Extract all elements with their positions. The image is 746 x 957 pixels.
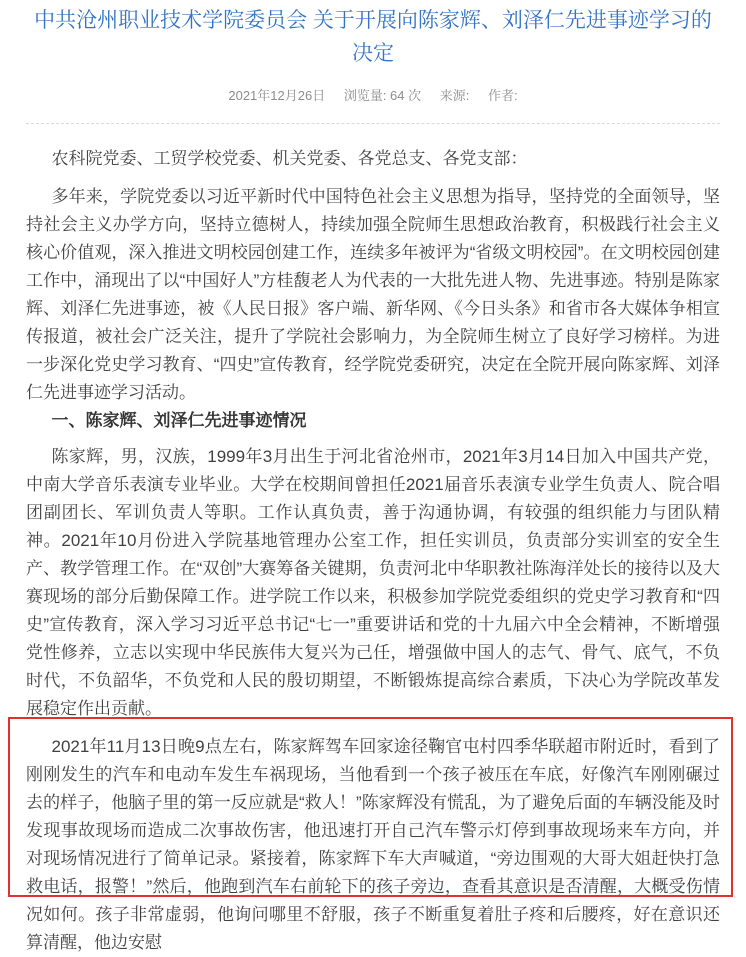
incident-paragraph: 2021年11月13日晚9点左右，陈家辉驾车回家途径鞠官屯村四季华联超市附近时，看到了刚刚发生的汽车和电动车发生车祸现场，当他看到一个孩子被压在车底，好像汽车刚刚碾过去的样子，他脑子里的第一反应就是“救人！”陈家辉没有慌乱，为了避免后面的车辆没能及时发现事故现场而造成二次事故伤害，他迅速打开自己汽车警示灯停到事故现场来车方向，并对现场情况进行了简单记录。紧接着，陈家辉下车大声喊道，“旁边围观的大哥大姐赶快打急救电话，报警！”然后，他跑到汽车右前轮下的孩子旁边，查看其意识是否清醒，大概受伤情况如何。孩子非常虚弱，他询问哪里不舒服，孩子不断重复着肚子疼和后腰疼，好在意识还算清醒，他边安慰 xyxy=(26,737,720,952)
bio-paragraph: 陈家辉，男，汉族，1999年3月出生于河北省沧州市，2021年3月14日加入中国共产党，中南大学音乐表演专业毕业。大学在校期间曾担任2021届音乐表演专业学生负责人、院合唱团副团长、军训负责人等职。工作认真负责，善于沟通协调，有较强的组织能力与团队精神。2021年10月份进入学院基地管理办公室工作，担任实训员，负责部分实训室的安全生产、教学管理工作。在“双创”大赛筹备关键期，负责河北中华职教社陈海洋处长的接待以及大赛现场的部分后勤保障工作。进学院工作以来，积极参加学院党委组织的党史学习教育和“四史”宣传教育，深入学习习近平总书记“七一”重要讲话和党的十九届六中全会精神，不断增强党性修养，立志以实现中华民族伟大复兴为己任，增强做中国人的志气、骨气、底气，不负时代，不负韶华，不负党和人民的殷切期望，不断锻炼提高综合素质，下决心为学院改革发展稳定作出贡献。 xyxy=(26,447,720,718)
incident-section xyxy=(26,733,720,957)
article-title: 中共沧州职业技术学院委员会 关于开展向陈家辉、刘泽仁先进事迹学习的决定 xyxy=(34,9,712,65)
greeting-paragraph: 农科院党委、工贸学校党委、机关党委、各党总支、各党支部： xyxy=(51,149,528,168)
meta-date: 2021年12月26日 xyxy=(228,88,326,103)
meta-views: 浏览量: 64 次 xyxy=(343,88,422,103)
article-body xyxy=(26,145,720,957)
meta-source-label: 来源: xyxy=(439,88,470,103)
dashed-divider xyxy=(26,123,720,124)
section-heading-deeds: 一、陈家辉、刘泽仁先进事迹情况 xyxy=(51,411,307,430)
meta-author-label: 作者: xyxy=(488,88,518,103)
article-meta-bar xyxy=(26,87,720,105)
intro-paragraph: 多年来，学院党委以习近平新时代中国特色社会主义思想为指导，坚持党的全面领导，坚持社会主义办学方向，坚持立德树人，持续加强全院师生思想政治教育，积极践行社会主义核心价值观，深入推进文明校园创建工作，连续多年被评为“省级文明校园”。在文明校园创建工作中，涌现出了以“中国好人”方桂馥老人为代表的一大批先进人物、先进事迹。特别是陈家辉、刘泽仁先进事迹，被《人民日报》客户端、新华网、《今日头条》和省市各大媒体争相宣传报道，被社会广泛关注，提升了学院社会影响力，为全院师生树立了良好学习榜样。为进一步深化党史学习教育、“四史”宣传教育，经学院党委研究，决定在全院开展向陈家辉、刘泽仁先进事迹学习活动。 xyxy=(26,187,720,402)
